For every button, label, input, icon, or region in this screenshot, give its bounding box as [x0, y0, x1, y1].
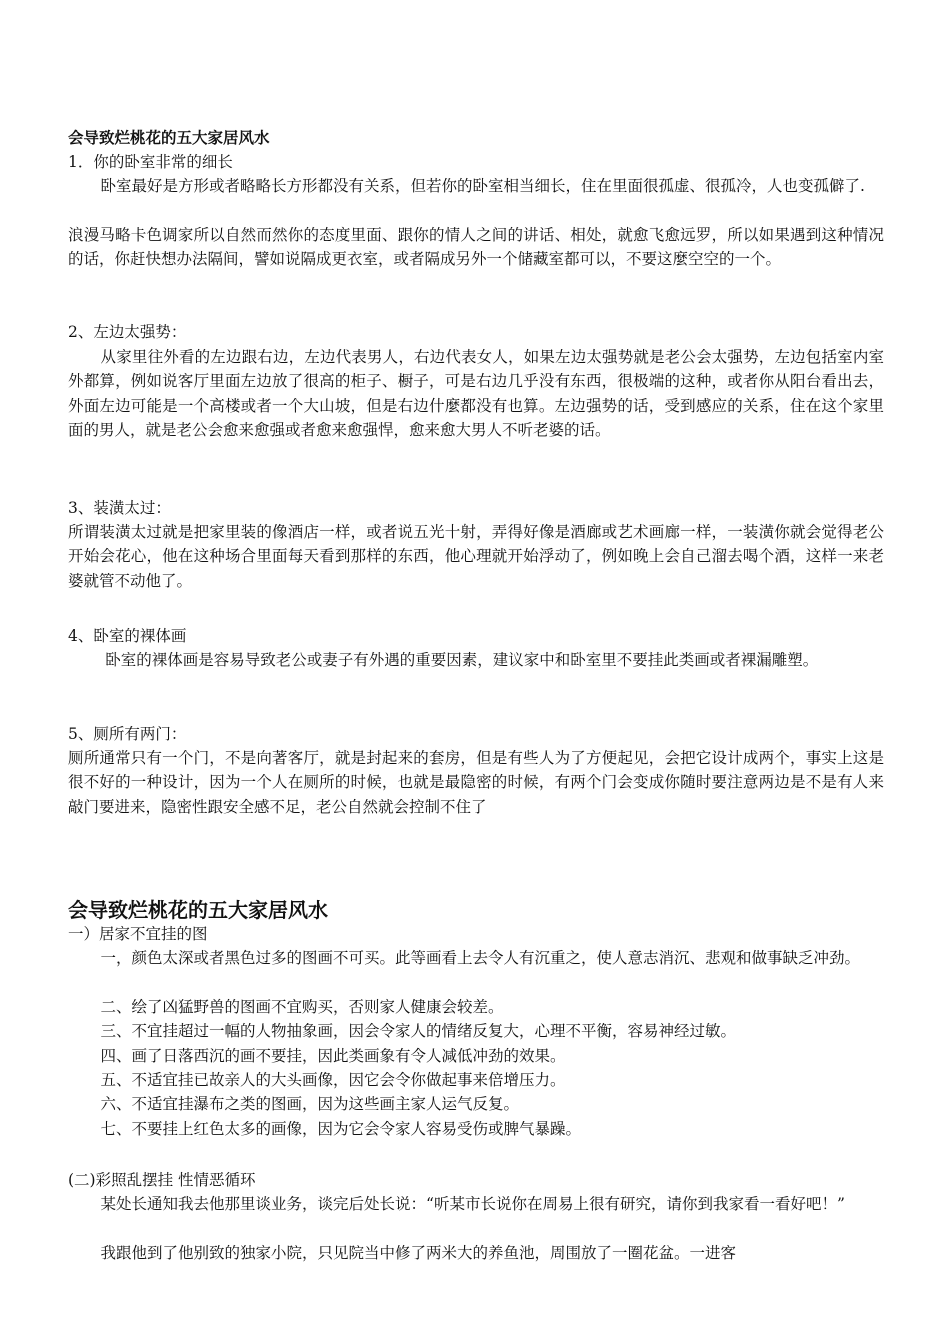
part1-list-item-4: 四、画了日落西沉的画不要挂，因此类画象有令人减低冲劲的效果。 — [100, 1047, 566, 1065]
section1-title: 会导致烂桃花的五大家居风水 — [68, 128, 270, 147]
part1-list-item-5: 五、不适宜挂已故亲人的大头画像，因它会令你做起事来倍增压力。 — [100, 1071, 566, 1089]
item1-paragraph-2: 浪漫马略卡色调家所以自然而然你的态度里面、跟你的情人之间的讲话、相处，就愈飞愈远罗，所以如果遇到这种情况的话，你赶快想办法隔间，譬如说隔成更衣室，或者隔成另外一个储藏室都可以，不要这麼空空的一个。 — [68, 226, 884, 269]
item3-paragraph-1: 所谓装潢太过就是把家里装的像酒店一样，或者说五光十射，弄得好像是酒廊或艺术画廊一样，一装潢你就会觉得老公开始会花心，他在这种场合里面每天看到那样的东西，他心理就开始浮动了，例如晚上会自己溜去喝个酒，这样一来老婆就管不动他了。 — [68, 523, 884, 590]
part1-list-item-1: 一，颜色太深或者黑色过多的图画不可买。此等画看上去令人有沉重之，使人意志消沉、悲观和做事缺乏冲劲。 — [100, 949, 861, 967]
item4-paragraph-1: 卧室的裸体画是容易导致老公或妻子有外遇的重要因素，建议家中和卧室里不要挂此类画或者裸漏雕塑。 — [105, 651, 819, 669]
part1-heading: 一）居家不宜挂的图 — [68, 925, 208, 943]
part2-paragraph-1: 某处长通知我去他那里谈业务，谈完后处长说：“听某市长说你在周易上很有研究，请你到我家看一看好吧！” — [100, 1195, 845, 1213]
section2-title: 会导致烂桃花的五大家居风水 — [68, 898, 328, 922]
part1-list-item-2: 二、绘了凶猛野兽的图画不宜购买，否则家人健康会较差。 — [100, 998, 504, 1016]
item4-heading: 4、卧室的裸体画 — [68, 627, 187, 645]
part1-list-item-3: 三、不宜挂超过一幅的人物抽象画，因会令家人的情绪反复大，心理不平衡，容易神经过敏。 — [100, 1022, 737, 1040]
item1-paragraph-1: 卧室最好是方形或者略略长方形都没有关系，但若你的卧室相当细长，住在里面很孤虚、很孤冷，人也变孤僻了. — [100, 177, 865, 195]
item2-heading: 2、左边太强势： — [68, 323, 187, 341]
part1-list-item-6: 六、不适宜挂瀑布之类的图画，因为这些画主家人运气反复。 — [100, 1095, 520, 1113]
item3-heading: 3、装潢太过： — [68, 499, 171, 517]
item5-paragraph-1: 厕所通常只有一个门，不是向著客厅，就是封起来的套房，但是有些人为了方便起见，会把它设计成两个，事实上这是很不好的一种设计，因为一个人在厕所的时候，也就是最隐密的时候，有两个门会变成你随时要注意两边是不是有人来敲门要进来，隐密性跟安全感不足，老公自然就会控制不住了 — [68, 749, 884, 816]
item1-heading: 1．你的卧室非常的细长 — [68, 153, 233, 171]
item2-paragraph-1: 从家里往外看的左边跟右边，左边代表男人，右边代表女人，如果左边太强势就是老公会太强势，左边包括室内室外都算，例如说客厅里面左边放了很高的柜子、橱子，可是右边几乎没有东西，很极端的这种，或者你从阳台看出去，外面左边可能是一个高楼或者一个大山坡，但是右边什麼都没有也算。左边强势的话，受到感应的关系，住在这个家里面的男人，就是老公会愈来愈强或者愈来愈强悍，愈来愈大男人不听老婆的话。 — [68, 348, 884, 439]
part2-paragraph-2: 我跟他到了他别致的独家小院，只见院当中修了两米大的养鱼池，周围放了一圈花盆。一进客 — [100, 1244, 737, 1262]
item5-heading: 5、厕所有两门： — [68, 725, 187, 743]
part2-heading: (二)彩照乱摆挂 性情恶循环 — [68, 1171, 256, 1189]
part1-list-item-7: 七、不要挂上红色太多的画像，因为它会令家人容易受伤或脾气暴躁。 — [100, 1120, 582, 1138]
